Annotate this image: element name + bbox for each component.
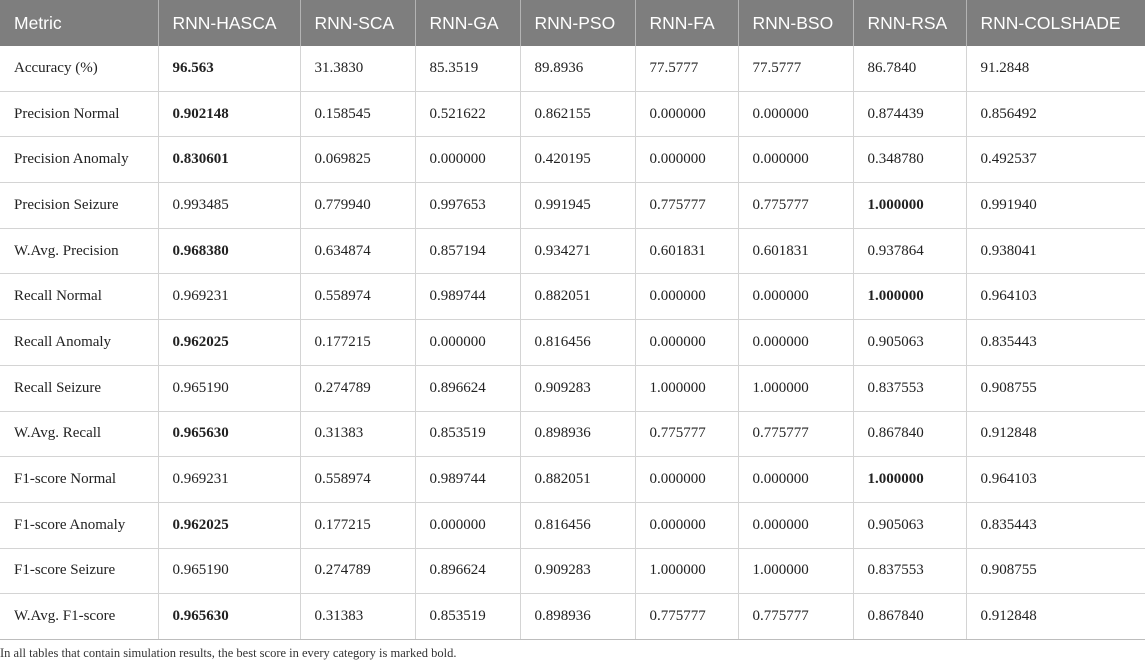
value-cell: 85.3519 xyxy=(415,46,520,91)
table-row xyxy=(0,320,1145,366)
metric-label-cell: Recall Anomaly xyxy=(0,320,158,366)
value-cell: 0.816456 xyxy=(520,502,635,548)
value-cell: 0.000000 xyxy=(738,457,853,503)
value-cell: 0.993485 xyxy=(158,183,300,229)
value-cell: 0.909283 xyxy=(520,365,635,411)
metric-label-cell: Precision Anomaly xyxy=(0,137,158,183)
value-cell: 0.775777 xyxy=(738,183,853,229)
table-row xyxy=(0,228,1145,274)
value-cell: 0.896624 xyxy=(415,365,520,411)
value-cell: 0.989744 xyxy=(415,274,520,320)
header-rnn-rsa: RNN-RSA xyxy=(853,0,966,46)
value-cell: 0.856492 xyxy=(966,91,1145,137)
value-cell: 0.898936 xyxy=(520,594,635,640)
value-cell: 0.912848 xyxy=(966,411,1145,457)
value-cell: 0.853519 xyxy=(415,594,520,640)
table-row xyxy=(0,183,1145,229)
metric-label-cell: W.Avg. F1-score xyxy=(0,594,158,640)
value-cell: 0.908755 xyxy=(966,365,1145,411)
value-cell: 0.964103 xyxy=(966,457,1145,503)
value-cell: 0.274789 xyxy=(300,548,415,594)
value-cell: 0.31383 xyxy=(300,594,415,640)
value-cell: 1.000000 xyxy=(853,183,966,229)
header-rnn-hasca: RNN-HASCA xyxy=(158,0,300,46)
value-cell: 0.902148 xyxy=(158,91,300,137)
value-cell: 0.000000 xyxy=(738,137,853,183)
value-cell: 0.908755 xyxy=(966,548,1145,594)
value-cell: 0.779940 xyxy=(300,183,415,229)
value-cell: 0.558974 xyxy=(300,457,415,503)
table-row xyxy=(0,411,1145,457)
value-cell: 0.775777 xyxy=(635,594,738,640)
value-cell: 0.558974 xyxy=(300,274,415,320)
value-cell: 0.000000 xyxy=(415,502,520,548)
value-cell: 0.000000 xyxy=(415,320,520,366)
value-cell: 0.905063 xyxy=(853,502,966,548)
value-cell: 0.934271 xyxy=(520,228,635,274)
header-rnn-bso: RNN-BSO xyxy=(738,0,853,46)
value-cell: 0.997653 xyxy=(415,183,520,229)
value-cell: 0.000000 xyxy=(738,91,853,137)
value-cell: 0.000000 xyxy=(635,274,738,320)
metric-label-cell: F1-score Anomaly xyxy=(0,502,158,548)
table-row xyxy=(0,594,1145,640)
value-cell: 0.853519 xyxy=(415,411,520,457)
value-cell: 0.830601 xyxy=(158,137,300,183)
value-cell: 0.962025 xyxy=(158,502,300,548)
value-cell: 0.348780 xyxy=(853,137,966,183)
value-cell: 77.5777 xyxy=(738,46,853,91)
value-cell: 0.837553 xyxy=(853,365,966,411)
value-cell: 0.601831 xyxy=(635,228,738,274)
value-cell: 0.991945 xyxy=(520,183,635,229)
value-cell: 1.000000 xyxy=(853,274,966,320)
header-rnn-ga: RNN-GA xyxy=(415,0,520,46)
value-cell: 86.7840 xyxy=(853,46,966,91)
value-cell: 1.000000 xyxy=(738,365,853,411)
table-row xyxy=(0,502,1145,548)
value-cell: 96.563 xyxy=(158,46,300,91)
value-cell: 0.835443 xyxy=(966,502,1145,548)
table-row xyxy=(0,274,1145,320)
value-cell: 0.521622 xyxy=(415,91,520,137)
header-row xyxy=(0,0,1145,46)
value-cell: 1.000000 xyxy=(635,548,738,594)
metric-label-cell: W.Avg. Recall xyxy=(0,411,158,457)
table-row xyxy=(0,548,1145,594)
value-cell: 0.31383 xyxy=(300,411,415,457)
value-cell: 0.000000 xyxy=(738,502,853,548)
value-cell: 0.882051 xyxy=(520,274,635,320)
value-cell: 0.837553 xyxy=(853,548,966,594)
value-cell: 0.937864 xyxy=(853,228,966,274)
value-cell: 0.938041 xyxy=(966,228,1145,274)
value-cell: 0.000000 xyxy=(635,320,738,366)
header-rnn-pso: RNN-PSO xyxy=(520,0,635,46)
value-cell: 0.962025 xyxy=(158,320,300,366)
value-cell: 1.000000 xyxy=(635,365,738,411)
value-cell: 0.816456 xyxy=(520,320,635,366)
value-cell: 0.601831 xyxy=(738,228,853,274)
value-cell: 0.775777 xyxy=(635,183,738,229)
value-cell: 0.634874 xyxy=(300,228,415,274)
value-cell: 0.991940 xyxy=(966,183,1145,229)
header-rnn-fa: RNN-FA xyxy=(635,0,738,46)
value-cell: 0.158545 xyxy=(300,91,415,137)
value-cell: 0.898936 xyxy=(520,411,635,457)
metric-label-cell: Recall Normal xyxy=(0,274,158,320)
table-row xyxy=(0,365,1145,411)
value-cell: 31.3830 xyxy=(300,46,415,91)
value-cell: 91.2848 xyxy=(966,46,1145,91)
value-cell: 0.000000 xyxy=(635,91,738,137)
value-cell: 0.775777 xyxy=(738,411,853,457)
table-row xyxy=(0,137,1145,183)
header-rnn-colshade: RNN-COLSHADE xyxy=(966,0,1145,46)
metric-label-cell: F1-score Seizure xyxy=(0,548,158,594)
value-cell: 77.5777 xyxy=(635,46,738,91)
value-cell: 0.867840 xyxy=(853,411,966,457)
table-row xyxy=(0,91,1145,137)
value-cell: 0.177215 xyxy=(300,320,415,366)
value-cell: 0.965630 xyxy=(158,594,300,640)
value-cell: 0.000000 xyxy=(738,320,853,366)
metric-label-cell: W.Avg. Precision xyxy=(0,228,158,274)
value-cell: 0.896624 xyxy=(415,548,520,594)
value-cell: 0.775777 xyxy=(738,594,853,640)
value-cell: 0.000000 xyxy=(635,502,738,548)
table-row xyxy=(0,457,1145,503)
metric-label-cell: Accuracy (%) xyxy=(0,46,158,91)
value-cell: 0.000000 xyxy=(415,137,520,183)
header-rnn-sca: RNN-SCA xyxy=(300,0,415,46)
value-cell: 0.965190 xyxy=(158,365,300,411)
value-cell: 0.909283 xyxy=(520,548,635,594)
metric-label-cell: Precision Seizure xyxy=(0,183,158,229)
value-cell: 0.420195 xyxy=(520,137,635,183)
value-cell: 1.000000 xyxy=(738,548,853,594)
value-cell: 0.177215 xyxy=(300,502,415,548)
value-cell: 0.775777 xyxy=(635,411,738,457)
value-cell: 0.857194 xyxy=(415,228,520,274)
metric-label-cell: F1-score Normal xyxy=(0,457,158,503)
value-cell: 0.969231 xyxy=(158,457,300,503)
value-cell: 0.912848 xyxy=(966,594,1145,640)
value-cell: 89.8936 xyxy=(520,46,635,91)
value-cell: 0.069825 xyxy=(300,137,415,183)
metric-label-cell: Precision Normal xyxy=(0,91,158,137)
value-cell: 0.965190 xyxy=(158,548,300,594)
value-cell: 0.867840 xyxy=(853,594,966,640)
value-cell: 0.000000 xyxy=(635,457,738,503)
value-cell: 0.968380 xyxy=(158,228,300,274)
value-cell: 0.862155 xyxy=(520,91,635,137)
value-cell: 1.000000 xyxy=(853,457,966,503)
value-cell: 0.000000 xyxy=(738,274,853,320)
value-cell: 0.969231 xyxy=(158,274,300,320)
value-cell: 0.874439 xyxy=(853,91,966,137)
value-cell: 0.882051 xyxy=(520,457,635,503)
value-cell: 0.964103 xyxy=(966,274,1145,320)
value-cell: 0.905063 xyxy=(853,320,966,366)
value-cell: 0.965630 xyxy=(158,411,300,457)
value-cell: 0.835443 xyxy=(966,320,1145,366)
table-row xyxy=(0,46,1145,91)
value-cell: 0.274789 xyxy=(300,365,415,411)
table-footnote: In all tables that contain simulation results, the best score in every category is marked bold. xyxy=(0,646,457,660)
metric-label-cell: Recall Seizure xyxy=(0,365,158,411)
table-body xyxy=(0,46,1145,639)
value-cell: 0.000000 xyxy=(635,137,738,183)
value-cell: 0.989744 xyxy=(415,457,520,503)
header-metric: Metric xyxy=(0,0,158,46)
value-cell: 0.492537 xyxy=(966,137,1145,183)
